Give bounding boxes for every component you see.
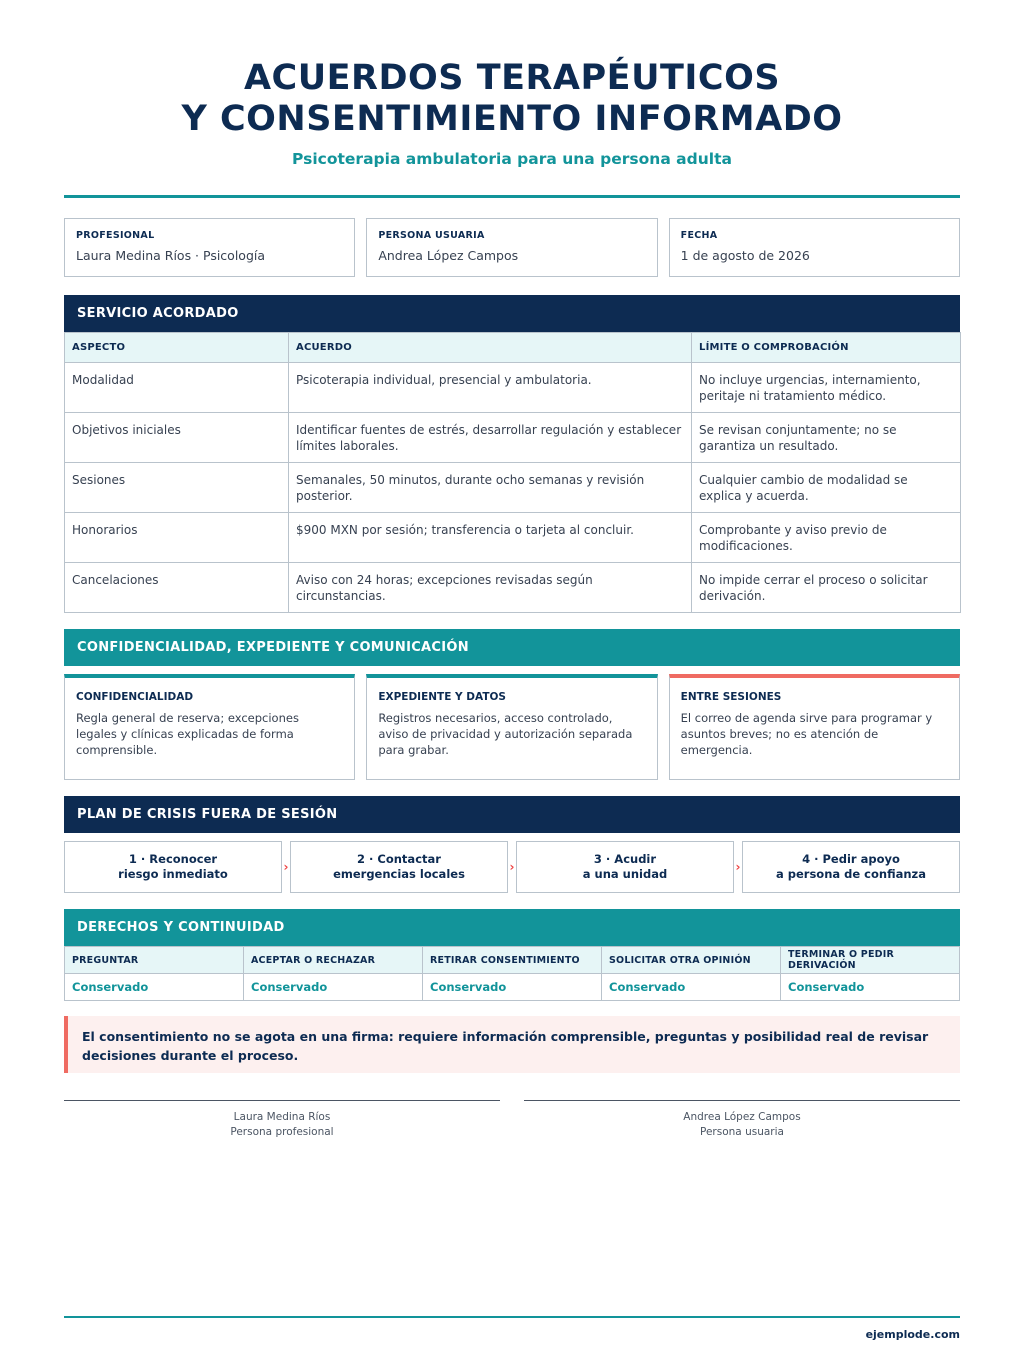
status-value: Conservado bbox=[423, 974, 602, 1001]
signature-name: Laura Medina Ríos bbox=[233, 1111, 331, 1123]
signature-name: Andrea López Campos bbox=[683, 1111, 801, 1123]
info-cards bbox=[64, 218, 960, 277]
signature-role: Persona usuaria bbox=[700, 1126, 784, 1138]
table-row bbox=[65, 363, 961, 413]
crisis-step-3 bbox=[516, 841, 734, 893]
info-value: 1 de agosto de 2026 bbox=[680, 248, 810, 263]
table-header-row bbox=[65, 333, 961, 363]
signature-professional bbox=[64, 1100, 500, 1140]
card-title: ENTRE SESIONES bbox=[680, 691, 782, 703]
status-value: Conservado bbox=[65, 974, 244, 1001]
signatures bbox=[64, 1100, 960, 1140]
table-cell: Comprobante y aviso previo de modificaciones. bbox=[692, 513, 961, 563]
card-between-sessions bbox=[669, 674, 960, 780]
table-cell: Identificar fuentes de estrés, desarrollar regulación y establecer límites laborales. bbox=[289, 413, 692, 463]
column-header: SOLICITAR OTRA OPINIÓN bbox=[602, 947, 781, 974]
info-card-date bbox=[669, 218, 960, 277]
column-header: PREGUNTAR bbox=[65, 947, 244, 974]
section-heading-crisis: PLAN DE CRISIS FUERA DE SESIÓN bbox=[64, 796, 960, 833]
status-value: Conservado bbox=[244, 974, 423, 1001]
info-card-professional bbox=[64, 218, 355, 277]
column-header: ASPECTO bbox=[65, 333, 289, 363]
table-cell: Se revisan conjuntamente; no se garantiza un resultado. bbox=[692, 413, 961, 463]
header-divider bbox=[64, 195, 960, 198]
table-cell: Honorarios bbox=[65, 513, 289, 563]
table-row bbox=[65, 463, 961, 513]
column-header: LÍMITE O COMPROBACIÓN bbox=[692, 333, 961, 363]
document-subtitle: Psicoterapia ambulatoria para una persona adulta bbox=[292, 150, 732, 168]
info-card-user bbox=[366, 218, 657, 277]
column-header: ACUERDO bbox=[289, 333, 692, 363]
info-label: PROFESIONAL bbox=[76, 230, 155, 241]
table-row bbox=[65, 974, 960, 1001]
table-cell: Objetivos iniciales bbox=[65, 413, 289, 463]
table-row bbox=[65, 413, 961, 463]
title-line-2: Y CONSENTIMIENTO INFORMADO bbox=[181, 99, 843, 139]
card-text: Registros necesarios, acceso controlado, aviso de privacidad y autorización separada para grabar. bbox=[378, 711, 633, 757]
step-line: 3 · Acudir bbox=[593, 852, 657, 866]
chevron-right-icon: › bbox=[735, 860, 741, 874]
card-title: EXPEDIENTE Y DATOS bbox=[378, 691, 506, 703]
service-table bbox=[64, 332, 961, 613]
title-line-1: ACUERDOS TERAPÉUTICOS bbox=[243, 58, 781, 98]
table-cell: Cualquier cambio de modalidad se explica y acuerda. bbox=[692, 463, 961, 513]
footer-brand: ejemplode.com bbox=[865, 1328, 960, 1341]
column-header: TERMINAR O PEDIR DERIVACIÓN bbox=[781, 947, 960, 974]
table-cell: Modalidad bbox=[65, 363, 289, 413]
signature-user bbox=[524, 1100, 960, 1140]
step-line: 4 · Pedir apoyo bbox=[802, 852, 900, 866]
chevron-right-icon: › bbox=[509, 860, 515, 874]
info-value: Andrea López Campos bbox=[378, 248, 519, 263]
footer-divider bbox=[64, 1316, 960, 1318]
consent-note: El consentimiento no se agota en una firma: requiere información comprensible, preguntas y posibilidad real de revisar decisiones durante el proceso. bbox=[64, 1016, 960, 1073]
table-cell: Semanales, 50 minutos, durante ocho semanas y revisión posterior. bbox=[289, 463, 692, 513]
crisis-steps bbox=[64, 841, 960, 893]
table-cell: No incluye urgencias, internamiento, peritaje ni tratamiento médico. bbox=[692, 363, 961, 413]
card-text: Regla general de reserva; excepciones legales y clínicas explicadas de forma comprensible. bbox=[76, 711, 299, 757]
info-value: Laura Medina Ríos · Psicología bbox=[76, 248, 266, 263]
confidentiality-cards bbox=[64, 674, 960, 780]
table-cell: Cancelaciones bbox=[65, 563, 289, 613]
card-record-data bbox=[366, 674, 657, 780]
table-header-row bbox=[65, 947, 960, 974]
card-confidentiality bbox=[64, 674, 355, 780]
column-header: ACEPTAR O RECHAZAR bbox=[244, 947, 423, 974]
step-line: riesgo inmediato bbox=[118, 867, 228, 881]
column-header: RETIRAR CONSENTIMIENTO bbox=[423, 947, 602, 974]
section-heading-confidentiality: CONFIDENCIALIDAD, EXPEDIENTE Y COMUNICACIÓN bbox=[64, 629, 960, 666]
step-line: 2 · Contactar bbox=[357, 852, 441, 866]
table-cell: No impide cerrar el proceso o solicitar derivación. bbox=[692, 563, 961, 613]
table-cell: Psicoterapia individual, presencial y ambulatoria. bbox=[289, 363, 692, 413]
card-title: CONFIDENCIALIDAD bbox=[76, 691, 194, 703]
table-cell: Sesiones bbox=[65, 463, 289, 513]
status-value: Conservado bbox=[602, 974, 781, 1001]
consent-document bbox=[64, 0, 960, 1140]
table-cell: $900 MXN por sesión; transferencia o tarjeta al concluir. bbox=[289, 513, 692, 563]
signature-role: Persona profesional bbox=[230, 1126, 334, 1138]
rights-table bbox=[64, 946, 960, 1001]
crisis-step-4 bbox=[742, 841, 960, 893]
step-line: a persona de confianza bbox=[775, 867, 927, 881]
crisis-step-1 bbox=[64, 841, 282, 893]
section-heading-service: SERVICIO ACORDADO bbox=[64, 295, 960, 332]
crisis-step-2 bbox=[290, 841, 508, 893]
card-text: El correo de agenda sirve para programar y asuntos breves; no es atención de emergencia. bbox=[680, 711, 933, 757]
chevron-right-icon: › bbox=[283, 860, 289, 874]
table-cell: Aviso con 24 horas; excepciones revisadas según circunstancias. bbox=[289, 563, 692, 613]
step-line: emergencias locales bbox=[333, 867, 465, 881]
info-label: FECHA bbox=[680, 230, 718, 241]
table-row bbox=[65, 513, 961, 563]
step-line: a una unidad bbox=[582, 867, 668, 881]
step-line: 1 · Reconocer bbox=[128, 852, 218, 866]
document-title bbox=[64, 58, 960, 140]
status-value: Conservado bbox=[781, 974, 960, 1001]
info-label: PERSONA USUARIA bbox=[378, 230, 485, 241]
table-row bbox=[65, 563, 961, 613]
section-heading-rights: DERECHOS Y CONTINUIDAD bbox=[64, 909, 960, 946]
